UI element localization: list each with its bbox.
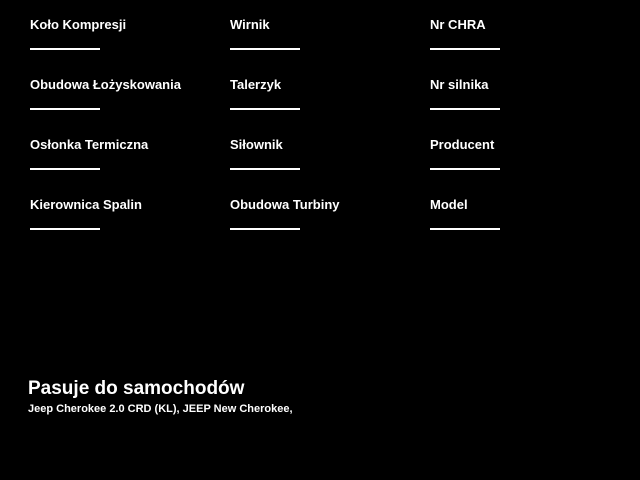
spec-fields-grid xyxy=(30,17,630,257)
field-label: Nr CHRA xyxy=(430,17,486,32)
form-field-wirnik xyxy=(230,17,430,77)
field-value-line xyxy=(230,228,300,230)
form-field-oslonka-termiczna xyxy=(30,137,230,197)
field-value-line xyxy=(30,168,100,170)
field-value-line xyxy=(30,48,100,50)
field-value-line xyxy=(430,48,500,50)
field-value-line xyxy=(430,168,500,170)
form-field-talerzyk xyxy=(230,77,430,137)
form-field-nr-silnika xyxy=(430,77,630,137)
compatibility-heading: Pasuje do samochodów xyxy=(28,378,245,399)
form-field-nr-chra xyxy=(430,17,630,77)
form-field-kierownica-spalin xyxy=(30,197,230,257)
field-value-line xyxy=(230,168,300,170)
field-label: Model xyxy=(430,197,468,212)
form-field-obudowa-turbiny xyxy=(230,197,430,257)
form-field-silownik xyxy=(230,137,430,197)
field-value-line xyxy=(430,108,500,110)
compatibility-section xyxy=(28,378,293,416)
field-label: Osłonka Termiczna xyxy=(30,137,149,152)
field-label: Obudowa Łożyskowania xyxy=(30,77,181,92)
compatibility-cars-list: Jeep Cherokee 2.0 CRD (KL), JEEP New Cherokee, xyxy=(28,403,293,415)
field-value-line xyxy=(30,228,100,230)
form-field-obudowa-lozyskowania xyxy=(30,77,230,137)
field-value-line xyxy=(430,228,500,230)
field-label: Kierownica Spalin xyxy=(30,197,142,212)
form-field-model xyxy=(430,197,630,257)
form-field-kolo-kompresji xyxy=(30,17,230,77)
field-label: Wirnik xyxy=(230,17,270,32)
field-value-line xyxy=(230,48,300,50)
field-value-line xyxy=(30,108,100,110)
field-label: Producent xyxy=(430,137,495,152)
field-value-line xyxy=(230,108,300,110)
field-label: Siłownik xyxy=(230,137,283,152)
field-label: Obudowa Turbiny xyxy=(230,197,340,212)
field-label: Talerzyk xyxy=(230,77,282,92)
field-label: Nr silnika xyxy=(430,77,489,92)
field-label: Koło Kompresji xyxy=(30,17,127,32)
form-field-producent xyxy=(430,137,630,197)
